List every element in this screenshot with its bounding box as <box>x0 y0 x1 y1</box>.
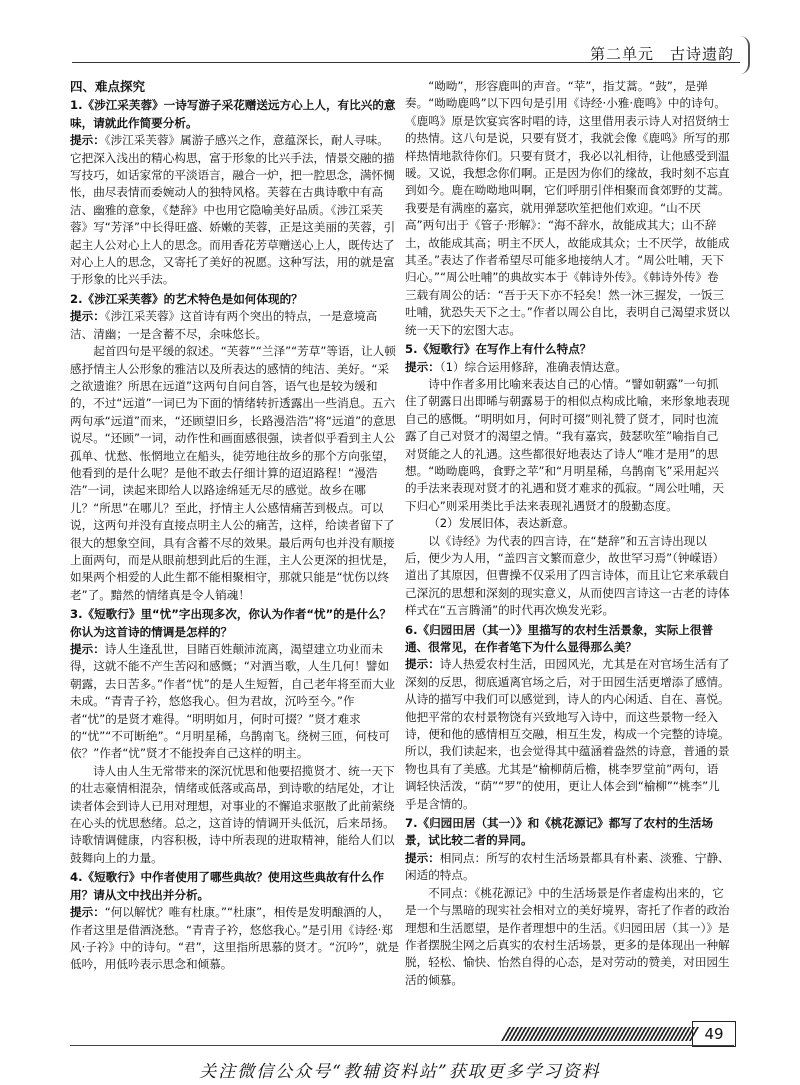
answer-paragraph <box>405 656 730 813</box>
paragraph <box>405 515 730 532</box>
answer-paragraph <box>70 641 400 763</box>
paragraph-text: 不同点：《桃花源记》中的生活场景是作者虚构出来的，它是一个与黑暗的现实社会相对立的美好境界，寄托了作者的政治理想和生活愿望，是作者理想中的生活。《归园田居（其一）》是作者摆脱尘网之后真实的农村生活场景，更多的是体现出一种解脱，轻松、愉快、怡然自得的心态，是对劳动的赞美，对田园生活的倾慕。 <box>405 885 730 987</box>
question: 2.《涉江采芙蓉》的艺术特色是如何体现的？ <box>70 291 303 306</box>
header-rule <box>72 62 740 63</box>
right-content <box>405 78 730 989</box>
paragraph <box>405 376 730 515</box>
answer-paragraph <box>70 904 400 974</box>
paragraph-text: 诗人生逢乱世，目睹百姓颠沛流离，渴望建立功业而未得，这就不能不产生苦闷和感慨；“对酒当歌，人生几何！譬如朝露，去日苦多。”作者“忧”的是人生短暂，自己老年将至而大业未成。“青青子衿，悠悠我心。但为君故，沉吟至今。”作者“忧”的是贤才难得。“明明如月，何时可掇？”贤才难求的“忧”“不可断绝”。“月明星稀，乌鹊南飞。绕树三匝，何枝可依？”作者“忧”贤才不能投奔自己这样的明主。 <box>70 642 396 761</box>
footer-rule <box>70 1045 734 1046</box>
hint-label: 提示： <box>70 905 105 920</box>
paragraph-text: （2）发展旧体，表达新意。 <box>428 516 575 531</box>
paragraph-text: 诗人由人生无常带来的深沉忧思和他要招揽贤才、统一天下的壮志豪情相混杂，情绪或低落或高昂，到诗歌的结尾处，才让读者体会到诗人已用对理想，对事业的不懈追求驱散了此前萦绕在心头的忧思愁绪。总之，这首诗的情调开头低沉，后来昂扬。诗歌情调健康，内容积极，诗中所表现的进取精神，能给人们以鼓舞向上的力量。 <box>70 763 395 865</box>
right-column <box>405 78 730 989</box>
left-column <box>70 78 400 974</box>
paragraph-text: 《涉江采芙蓉》这首诗有两个突出的特点，一是意境高洁、清幽；一是含蓄不尽，余味悠长。 <box>70 309 378 341</box>
hint-label: 提示： <box>70 133 105 148</box>
header-brace-decoration <box>740 36 750 74</box>
paragraph <box>70 343 400 604</box>
hint-label: 提示： <box>405 657 440 672</box>
page-number: 49 <box>692 1021 736 1047</box>
paragraph-text: 起首四句是平缓的叙述。“芙蓉”“兰泽”“芳草”等语，让人顿感抒情主人公形象的雅洁以及所表达的感情的纯洁、美好。“采之欲遗谁？所思在远道”这两句自问自答，语气也是较为缓和的，不过“远道”一词已为下面的情绪转折透露出一些消息。五六两句承“远道”而来，“还顾望旧乡，长路漫浩浩”将“远道”的意思说尽。“还顾”一词，动作性和画面感很强，读者似乎看到主人公孤单、忧愁、怅惘地立在船头，徒劳地往故乡的那个方向张望，他看到的是什么呢？是他不敢去仔细计算的迢迢路程！“漫浩浩”一词，读起来即给人以路途绵延无尽的感觉。故乡在哪儿？“所思”在哪儿？至此，抒情主人公感情痛苦到极点。可以说，这两句并没有直接点明主人公的痛苦，这样，给读者留下了很大的想象空间，具有含蓄不尽的效果。最后两句也并没有顺接上面两句，而是从眼前想到此后的生涯，主人公更深的担忧是，如果两个相爱的人此生都不能相聚相守，那就只能是“忧伤以终老”了。黯然的情绪真是令人销魂！ <box>70 344 396 602</box>
question: 7.《归园田居（其一）》和《桃花源记》都写了农村的生活场景，试比较二者的异同。 <box>405 816 714 848</box>
unit-title: 第二单元 古诗遗韵 <box>589 45 734 63</box>
page-header <box>590 36 750 74</box>
paragraph-text: （1）综合运用修辞，准确表情达意。 <box>439 359 627 374</box>
paragraph-text: “呦呦”，形容鹿叫的声音。“苹”，指艾蒿。“鼓”，是弹奏。“呦呦鹿鸣”以下四句是引用《诗经·小雅·鹿鸣》中的诗句。《鹿鸣》原是饮宴宾客时唱的诗，这里借用表示诗人对招贤纳士的热情。这八句是说，只要有贤才，我就会像《鹿鸣》所写的那样热情地款待你们。只要有贤才，我必以礼相待，让他感受到温暖。又说，我想念你们啊。正是因为你们的缘故，我时刻不忘直到如今。鹿在呦呦地叫啊，它们呼朋引伴相聚而食郊野的艾蒿。我要是有满座的嘉宾，就用弹瑟吹笙把他们欢迎。“山不厌高”两句出于《管子·形解》：“海不辞水，故能成其大；山不辞土，故能成其高；明主不厌人，故能成其众；士不厌学，故能成其圣。”表达了作者希望尽可能多地接纳人才。“周公吐哺，天下归心。”“周公吐哺”的典故实本于《韩诗外传》。《韩诗外传》卷三载有周公的话：“吾于天下亦不轻矣！然一沐三握发，一饭三吐哺，犹恐失天下之士。”作者以周公自比，表明自己渴望求贤以统一天下的宏图大志。 <box>405 79 730 337</box>
paragraph-text: 诗中作者多用比喻来表达自己的心情。“譬如朝露”一句抓住了朝露日出即晞与朝露易于的相似点构成比喻，来形象地表现自己的感慨。“明明如月，何时可掇”则礼赞了贤才，同时也流露了自己对贤才的渴望之情。“我有嘉宾，鼓瑟吹笙”喻指自己对贤能之人的礼遇。这些都很好地表达了诗人“唯才是用”的思想。“呦呦鹿鸣，食野之苹”和“月明星稀，乌鹊南飞”采用起兴的手法来表现对贤才的礼遇和贤才难求的孤寂。“周公吐哺，天下归心”则采用类比手法来表现礼遇贤才的殷勤态度。 <box>405 376 730 513</box>
paragraph-text: “何以解忧？唯有杜康。”“杜康”，相传是发明酿酒的人，作者这里是借酒浇愁。“青青子衿，悠悠我心。”是引用《诗经·郑风·子衿》中的诗句。“君”，这里指所思慕的贤才。“沉吟”，就是低吟，用低吟表示思念和倾慕。 <box>70 905 400 972</box>
hint-label: 提示： <box>70 309 105 324</box>
question: 5.《短歌行》在写作上有什么特点？ <box>405 342 592 357</box>
left-content <box>70 97 400 973</box>
paragraph <box>405 533 730 620</box>
paragraph <box>405 885 730 989</box>
footer-watermark: 关注微信公众号“教辅资料站”获取更多学习资料 <box>199 1062 601 1082</box>
answer-paragraph <box>405 359 730 376</box>
answer-paragraph <box>70 308 400 343</box>
answer-paragraph <box>405 850 730 885</box>
hint-label: 提示： <box>405 850 440 865</box>
question: 4.《短歌行》中作者使用了哪些典故？使用这些典故有什么作用？请从文中找出并分析。 <box>70 870 384 902</box>
answer-paragraph <box>70 132 400 289</box>
paragraph <box>405 78 730 339</box>
question: 1.《涉江采芙蓉》一诗写游子采花赠送远方心上人，有比兴的意味，请就此作简要分析。 <box>70 98 396 130</box>
paragraph-text: 诗人热爱农村生活，田园风光，尤其是在对官场生活有了深刻的反思，彻底遁离官场之后，对于田园生活更增添了感情。从诗的描写中我们可以感觉到，诗人的内心闲适、自在、喜悦。他把平常的农村景物饶有兴致地写入诗中，而这些景物一经入诗，便和他的感情相互交融，相互生发，构成一个完整的诗境。所以，我们读起来，也会觉得其中蕴涵着盎然的诗意，普通的景物也具有了美感。尤其是“榆柳荫后檐，桃李罗堂前”两句，语调轻快活泼，“荫”“罗”的使用，更让人体会到“榆柳”“桃李”儿乎是含情的。 <box>405 657 730 811</box>
question: 3.《短歌行》里“忧”字出现多次，你认为作者“忧”的是什么？你认为这首诗的情调是怎样的？ <box>70 607 392 639</box>
paragraph-text: 《涉江采芙蓉》属游子感兴之作，意蕴深长，耐人寻味。它把深入浅出的精心构思，富于形象的比兴手法，情景交融的描写技巧，如话家常的平淡语言，融合一炉，把一腔思念，满怀惆怅，曲尽表情而委婉动人的独特风格。芙蓉在古典诗歌中有高洁、幽雅的意象，《楚辞》中也用它隐喻美好品质。《涉江采芙蓉》写“芳泽”中长得旺盛、娇嫩的芙蓉，正是这美丽的芙蓉，引起主人公对心上人的思念。而用香花芳草赠送心上人，既传达了对心上人的思念，又寄托了美好的祝愿。这种写法，用的就是富于形象的比兴手法。 <box>70 133 396 287</box>
hint-label: 提示： <box>70 642 105 656</box>
paragraph <box>70 763 400 867</box>
hint-label: 提示： <box>405 359 440 374</box>
footer-stripe-decoration <box>501 1027 699 1041</box>
paragraph-text: 以《诗经》为代表的四言诗，在“楚辞”和五言诗出现以后，便少为人用，“盖四言文繁而意少，故世罕习焉”（钟嵘语）道出了其原因，但曹操不仅采用了四言诗体，而且让它来承载自己深沉的思想和深刻的现实意义，从而使四言诗这一古老的诗体样式在“五言腾涌”的时代再次焕发光彩。 <box>405 533 730 618</box>
section-title: 四、难点探究 <box>70 79 146 94</box>
question: 6.《归园田居（其一）》里描写的农村生活景象，实际上很普通、很常见，在作者笔下为什么显得那么美？ <box>405 622 714 654</box>
paragraph-text: 相同点：所写的农村生活场景都具有朴素、淡雅、宁静、闲适的特点。 <box>405 850 730 883</box>
